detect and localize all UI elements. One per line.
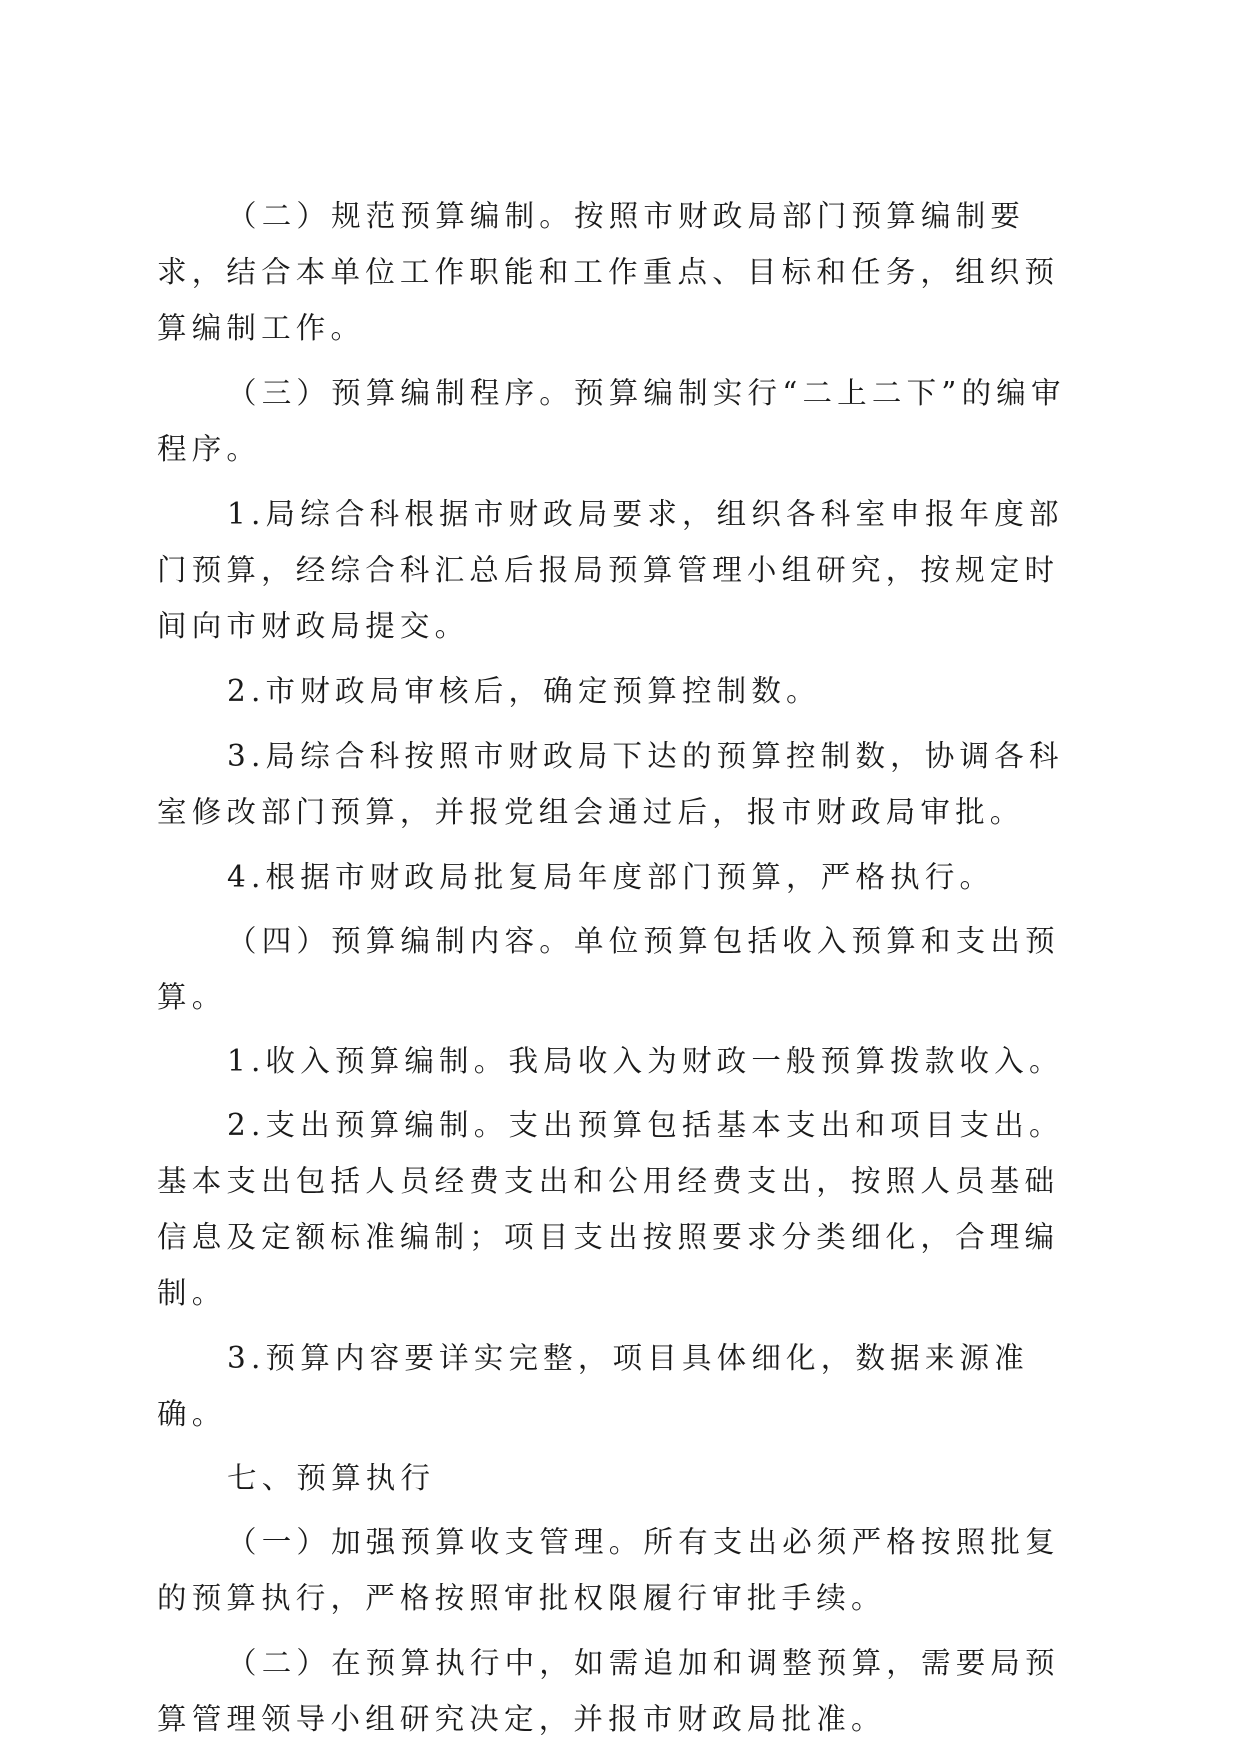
section-heading-budget-execution: 七、预算执行 (227, 1461, 436, 1495)
paragraph-procedure-step-1: 1.局综合科根据市财政局要求，组织各科室申报年度部门预算，经综合科汇总后报局预算管理小组研究，按规定时间向市财政局提交。 (157, 497, 1064, 643)
paragraph-expenditure-budget: 2.支出预算编制。支出预算包括基本支出和项目支出。基本支出包括人员经费支出和公用经费支出，按照人员基础信息及定额标准编制；项目支出按照要求分类细化，合理编制。 (157, 1108, 1064, 1310)
paragraph-preparation-content: （四）预算编制内容。单位预算包括收入预算和支出预算。 (157, 924, 1060, 1014)
paragraph-procedure-step-2: 2.市财政局审核后，确定预算控制数。 (227, 674, 821, 708)
paragraph-procedure-step-3: 3.局综合科按照市财政局下达的预算控制数，协调各科室修改部门预算，并报党组会通过后，报市财政局审批。 (157, 739, 1064, 829)
paragraph-procedure-step-4: 4.根据市财政局批复局年度部门预算，严格执行。 (227, 860, 995, 894)
paragraph-budget-content-requirement: 3.预算内容要详实完整，项目具体细化，数据来源准确。 (157, 1341, 1029, 1431)
paragraph-budget-preparation: （二）规范预算编制。按照市财政局部门预算编制要求，结合本单位工作职能和工作重点、目标和任务，组织预算编制工作。 (157, 199, 1060, 345)
document-body (157, 188, 1077, 1747)
paragraph-budget-adjustment: （二）在预算执行中，如需追加和调整预算，需要局预算管理领导小组研究决定，并报市财政局批准。 (157, 1646, 1060, 1736)
paragraph-preparation-procedure: （三）预算编制程序。预算编制实行“二上二下”的编审程序。 (157, 376, 1066, 466)
paragraph-revenue-budget: 1.收入预算编制。我局收入为财政一般预算拨款收入。 (227, 1044, 1064, 1078)
paragraph-revenue-expenditure-management: （一）加强预算收支管理。所有支出必须严格按照批复的预算执行，严格按照审批权限履行审批手续。 (157, 1525, 1060, 1615)
